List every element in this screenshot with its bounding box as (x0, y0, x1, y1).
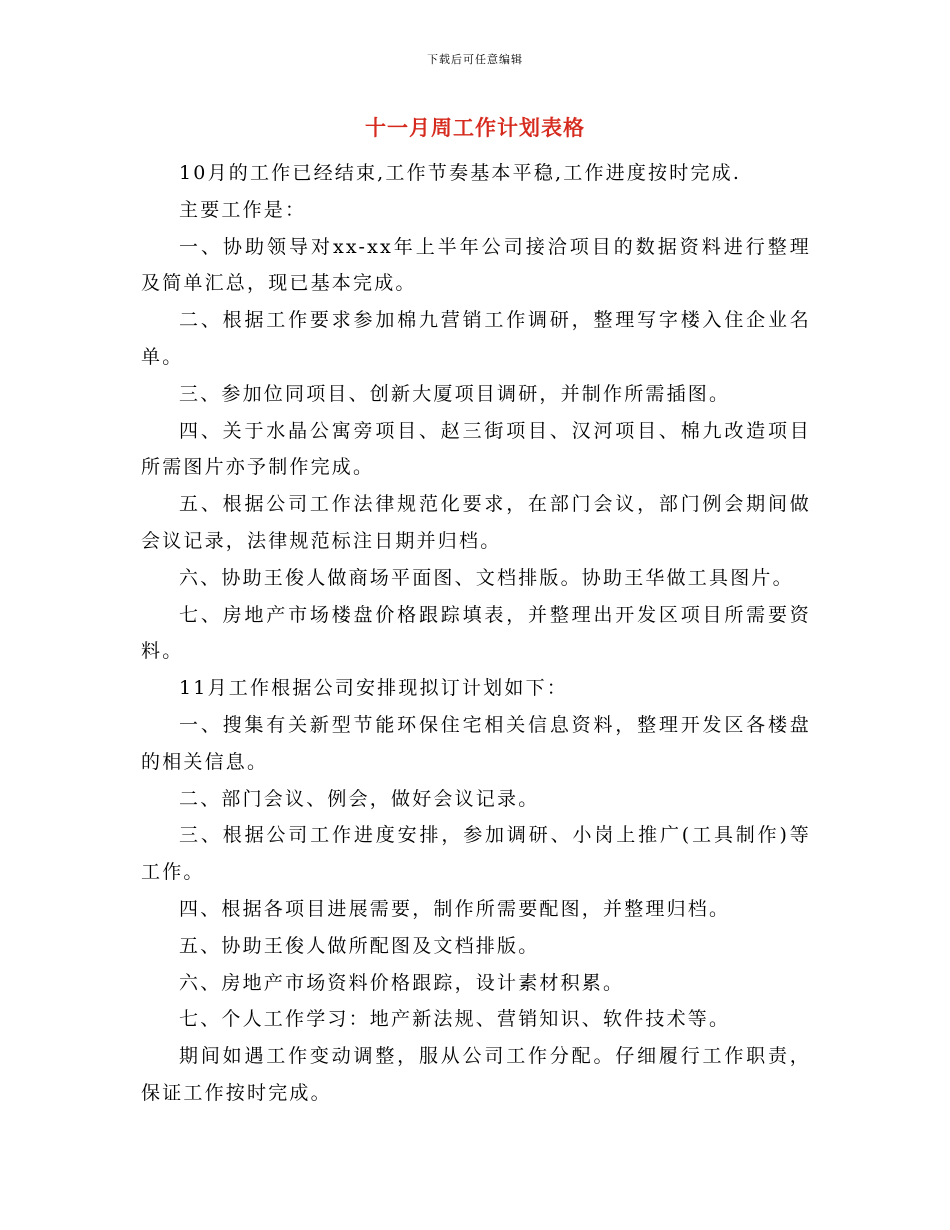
paragraph: 六、房地产市场资料价格跟踪，设计素材积累。 (179, 971, 625, 994)
paragraph: 七、个人工作学习：地产新法规、营销知识、软件技术等。 (179, 1008, 731, 1031)
paragraph: 四、根据各项目进展需要，制作所需要配图，并整理归档。 (179, 897, 731, 920)
paragraph: 六、协助王俊人做商场平面图、文档排版。协助王华做工具图片。 (179, 566, 794, 589)
paragraph: 一、搜集有关新型节能环保住宅相关信息资料，整理开发区各楼盘的相关信息。 (141, 713, 811, 773)
paragraph: 二、根据工作要求参加棉九营销工作调研，整理写字楼入住企业名单。 (141, 309, 811, 368)
paragraph: 三、参加位同项目、创新大厦项目调研，并制作所需插图。 (179, 382, 731, 405)
paragraph: 主要工作是： (179, 198, 307, 221)
paragraph: 三、根据公司工作进度安排，参加调研、小岗上推广(工具制作)等工作。 (141, 824, 811, 884)
paragraph: 五、协助王俊人做所配图及文档排版。 (179, 934, 540, 957)
paragraph: 四、关于水晶公寓旁项目、赵三街项目、汉河项目、棉九改造项目所需图片亦予制作完成。 (141, 419, 811, 479)
paragraph: 五、根据公司工作法律规范化要求，在部门会议，部门例会期间做会议记录，法律规范标注日期并归档。 (141, 493, 811, 552)
document-body (141, 155, 811, 1112)
paragraph: 七、房地产市场楼盘价格跟踪填表，并整理出开发区项目所需要资料。 (141, 603, 811, 663)
paragraph: 一、协助领导对xx-xx年上半年公司接洽项目的数据资料进行整理及简单汇总，现已基本完成。 (141, 235, 811, 295)
paragraph: 二、部门会议、例会，做好会议记录。 (179, 787, 540, 810)
paragraph: 10月的工作已经结束,工作节奏基本平稳,工作进度按时完成. (179, 162, 742, 184)
document-title: 十一月周工作计划表格 (365, 115, 585, 140)
paragraph: 期间如遇工作变动调整，服从公司工作分配。仔细履行工作职责，保证工作按时完成。 (141, 1045, 811, 1104)
paragraph: 11月工作根据公司安排现拟订计划如下： (179, 677, 568, 700)
header-note: 下载后可任意编辑 (427, 53, 523, 66)
